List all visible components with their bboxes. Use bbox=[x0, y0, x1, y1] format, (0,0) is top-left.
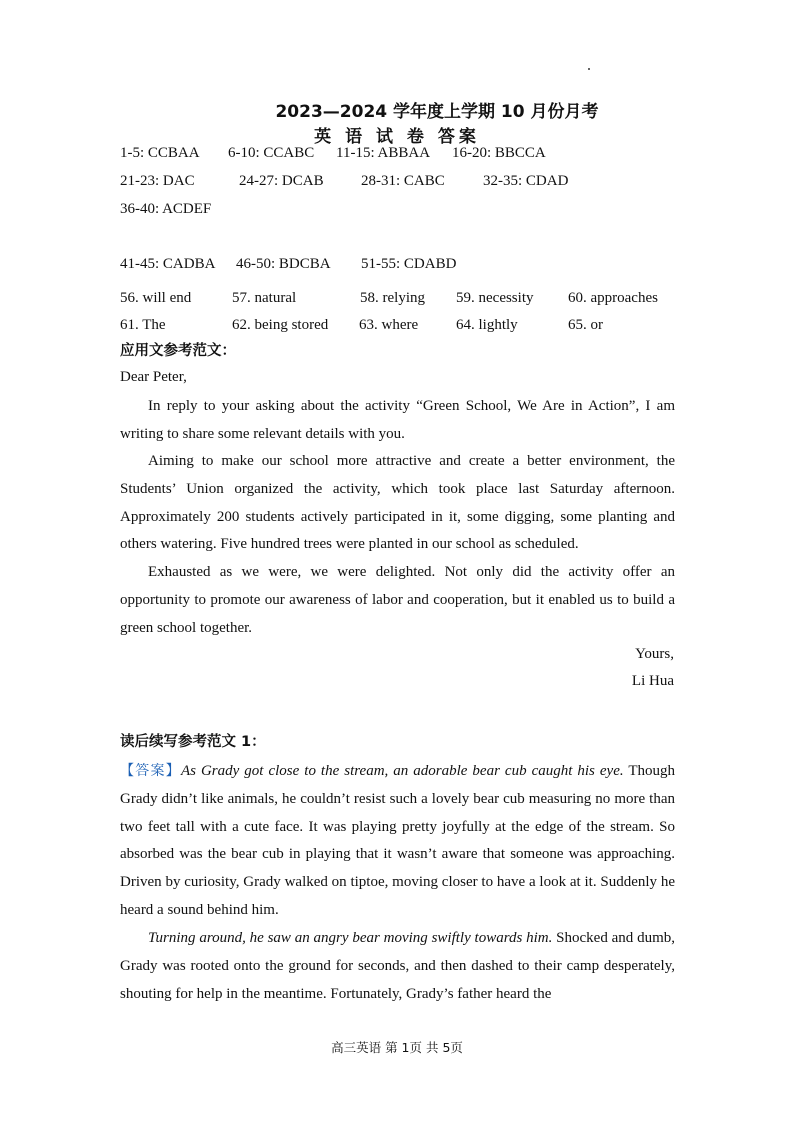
answer-tag: 【答案】 bbox=[120, 763, 181, 779]
letter-paragraph-3: Exhausted as we were, we were delighted. Not only did the activity offer an opportunity to promote our awareness of labor and cooperation, but it enabled us to build a green school together. bbox=[120, 564, 675, 636]
page-subtitle: 英 语 试 卷 答案 bbox=[314, 127, 480, 147]
letter-closing: Yours, bbox=[635, 646, 674, 662]
answer-56: 56. will end bbox=[120, 290, 192, 306]
answer-63: 63. where bbox=[359, 317, 419, 333]
continuation-heading: 读后续写参考范文 1： bbox=[120, 734, 266, 750]
answer-65: 65. or bbox=[568, 317, 603, 333]
answer-51-55: 51-55: CDABD bbox=[361, 256, 457, 272]
answer-36-40: 36-40: ACDEF bbox=[120, 201, 212, 217]
continuation-p2-lead: Turning around, he saw an angry bear moving swiftly towards him. bbox=[148, 930, 553, 946]
scan-dot bbox=[588, 68, 590, 70]
continuation-p2-body: Shocked and dumb, Grady was rooted onto the ground for seconds, and then dashed to their camp desperately, shouting for help in the meantime. Fortunately, Grady’s father heard the bbox=[120, 930, 675, 1002]
letter-paragraph-2: Aiming to make our school more attractive and create a better environment, the Students’ Union organized the activity, which took place last Saturday afternoon. Approximately 200 students actively participated in it, some digging, some planting and others watering. Five hundred trees were planted in our school as scheduled. bbox=[120, 453, 675, 553]
answer-11-15: 11-15: ABBAA bbox=[336, 145, 431, 161]
continuation-paragraph-2 bbox=[120, 925, 675, 1008]
answer-21-23: 21-23: DAC bbox=[120, 173, 195, 189]
answer-16-20: 16-20: BBCCA bbox=[452, 145, 546, 161]
answer-59: 59. necessity bbox=[456, 290, 534, 306]
letter-signature: Li Hua bbox=[631, 673, 674, 689]
answer-61: 61. The bbox=[120, 317, 166, 333]
answer-62: 62. being stored bbox=[232, 317, 329, 333]
continuation-p1-lead: As Grady got close to the stream, an adorable bear cub caught his eye. bbox=[180, 763, 624, 779]
answer-41-45: 41-45: CADBA bbox=[120, 256, 216, 272]
letter-heading: 应用文参考范文： bbox=[120, 343, 236, 359]
answer-32-35: 32-35: CDAD bbox=[483, 173, 569, 189]
page-title: 2023—2024 学年度上学期 10 月份月考 bbox=[275, 102, 599, 122]
answer-46-50: 46-50: BDCBA bbox=[236, 256, 331, 272]
answer-1-5: 1-5: CCBAA bbox=[120, 145, 200, 161]
answer-6-10: 6-10: CCABC bbox=[228, 145, 315, 161]
continuation-paragraph-1 bbox=[120, 758, 675, 925]
answer-58: 58. relying bbox=[360, 290, 425, 306]
answer-64: 64. lightly bbox=[456, 317, 518, 333]
continuation-p1-body: Though Grady didn’t like animals, he couldn’t resist such a lovely bear cub measuring no more than two feet tall with a cute face. It was playing pretty joyfully at the edge of the stream. So absorbed was the bear cub in playing that it wasn’t aware that someone was approaching. Driven by curiosity, Grady walked on tiptoe, moving closer to have a look at it. Suddenly he heard a sound behind him. bbox=[120, 763, 675, 918]
answer-57: 57. natural bbox=[232, 290, 297, 306]
answer-28-31: 28-31: CABC bbox=[361, 173, 445, 189]
letter-paragraph-1: In reply to your asking about the activity “Green School, We Are in Action”, I am writing to share some relevant details with you. bbox=[120, 398, 675, 442]
answer-24-27: 24-27: DCAB bbox=[239, 173, 324, 189]
letter-salutation: Dear Peter, bbox=[120, 369, 187, 385]
answer-60: 60. approaches bbox=[568, 290, 658, 306]
page-footer: 高三英语 第 1页 共 5页 bbox=[331, 1040, 463, 1055]
